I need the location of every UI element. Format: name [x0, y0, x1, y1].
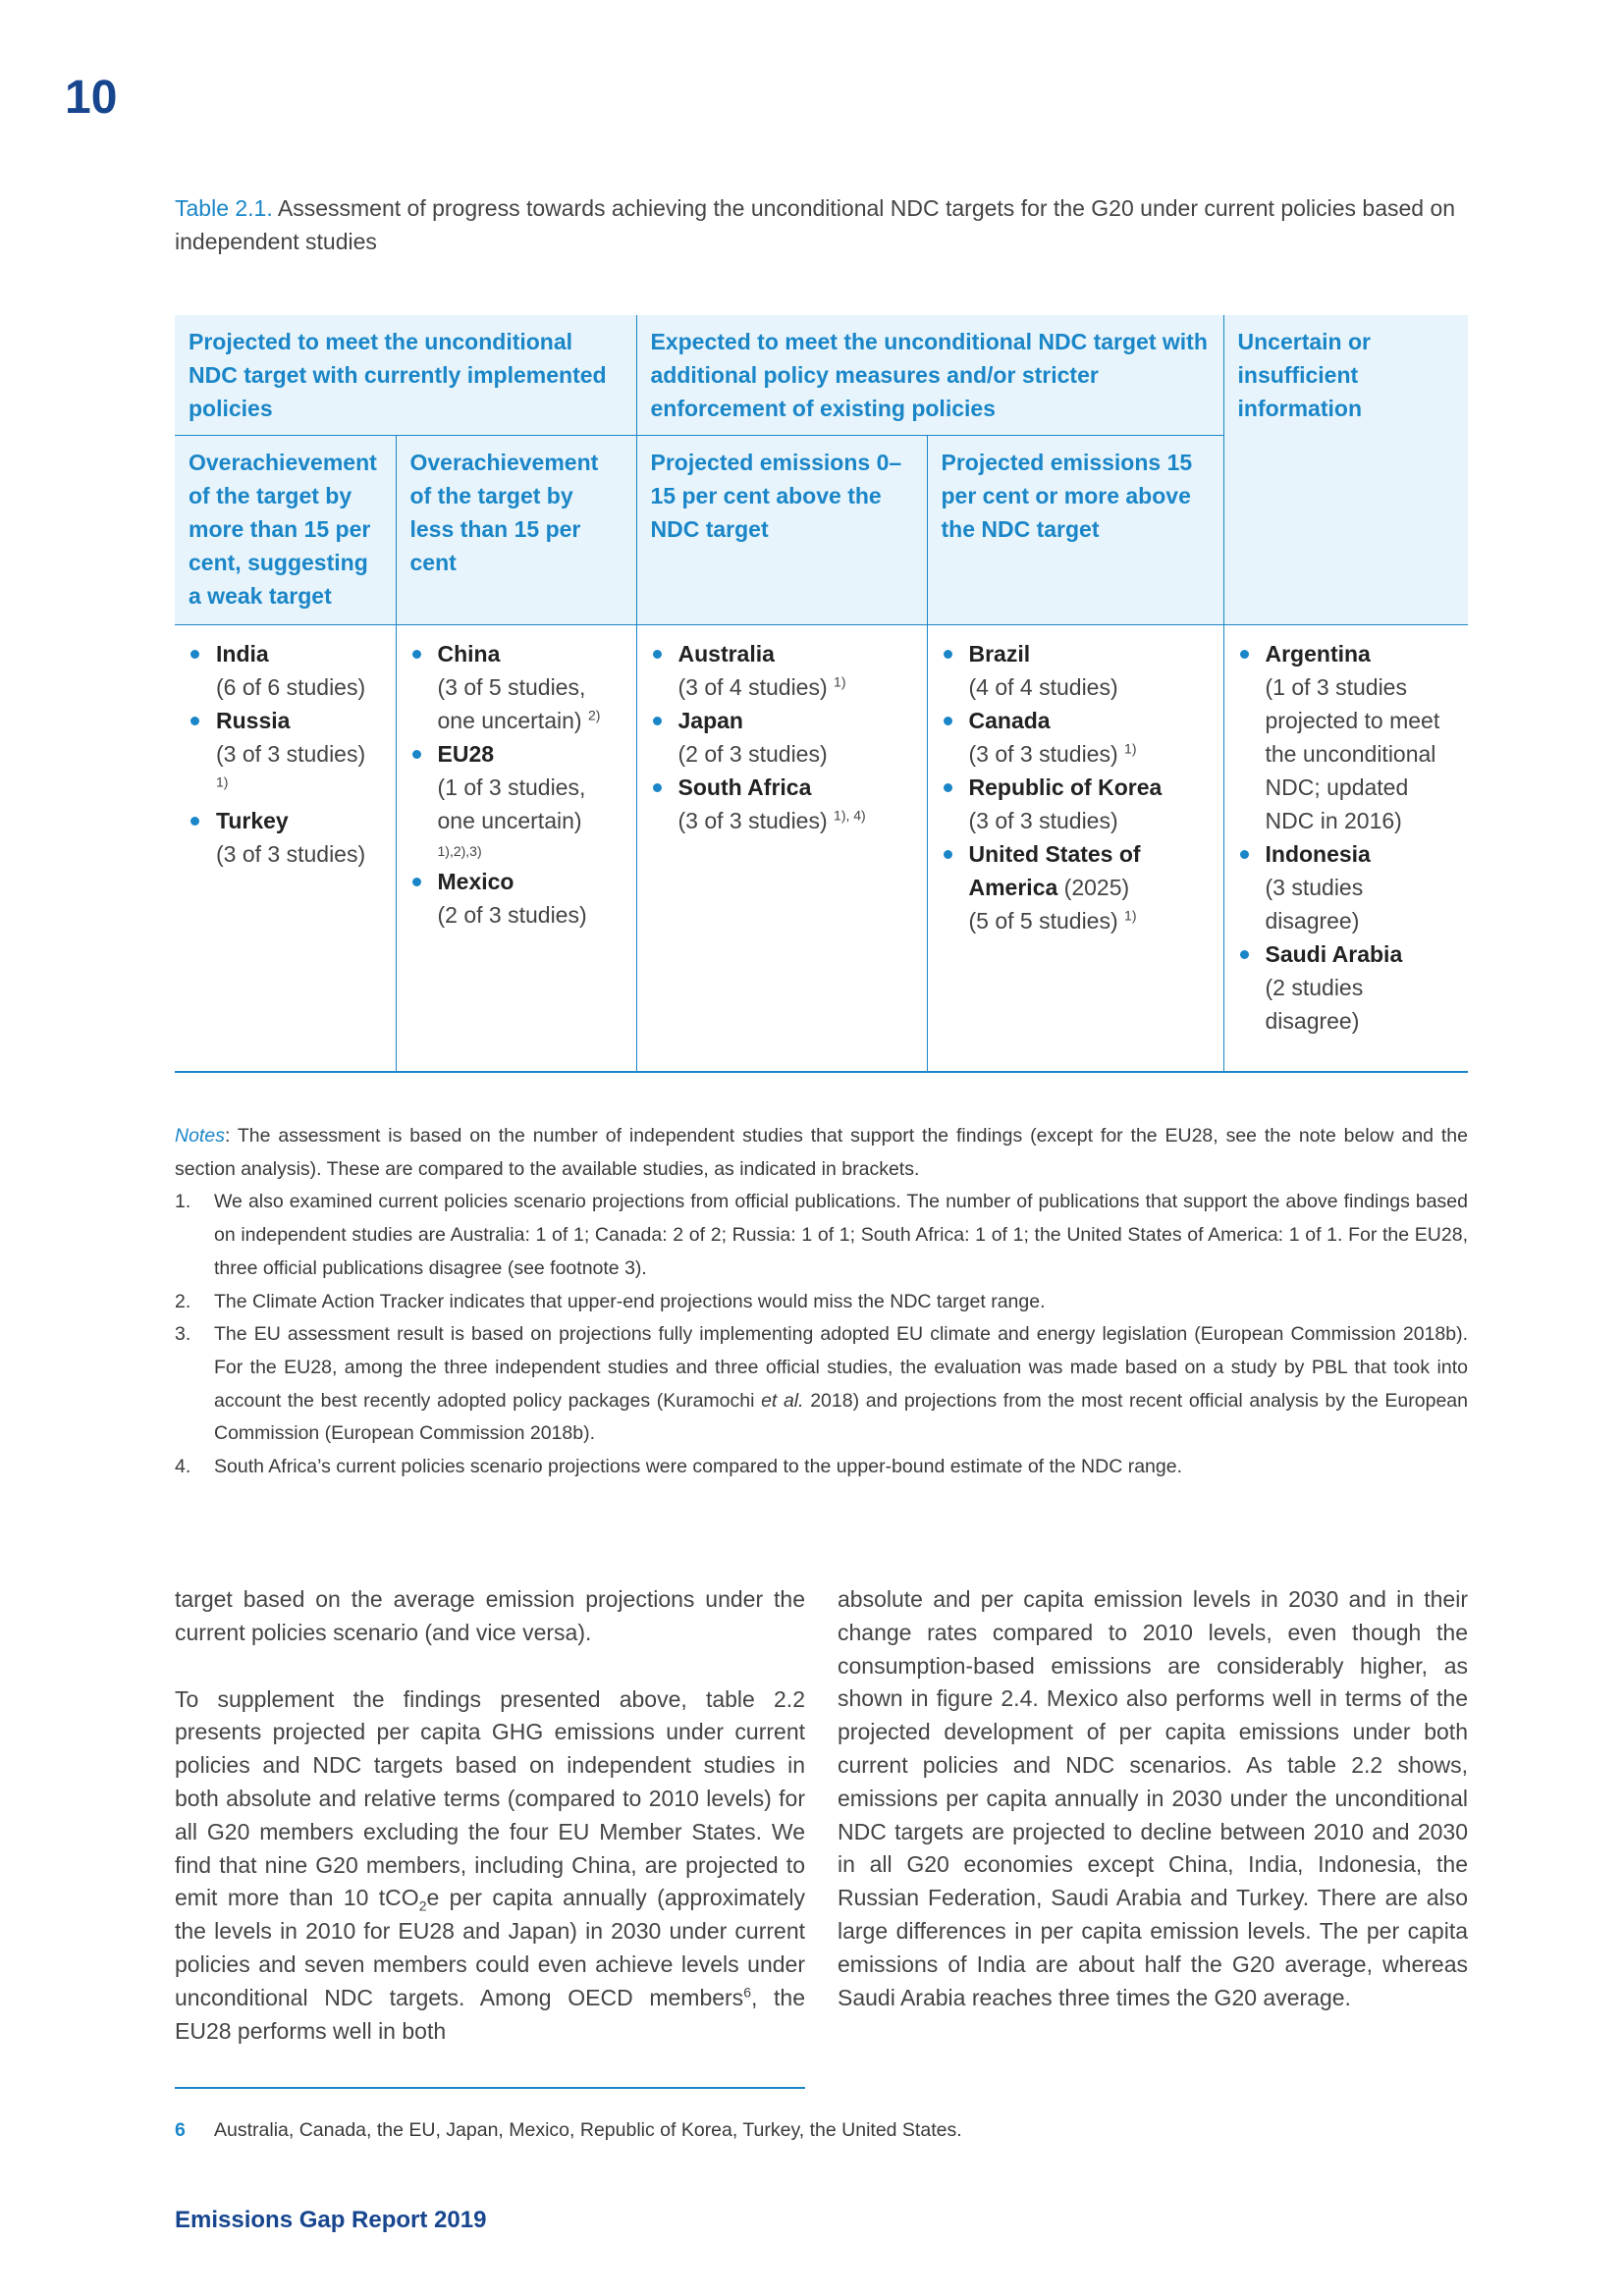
footnote-divider: [175, 2087, 805, 2089]
country-studies: (3 of 3 studies): [677, 808, 828, 833]
page-footnote: [175, 2116, 962, 2144]
country-studies: (3 of 5 studies, one uncertain): [437, 674, 586, 733]
country-studies: (3 of 4 studies): [677, 674, 828, 700]
group-header-projected: Projected to meet the unconditional NDC target with currently implemented policies: [175, 315, 636, 436]
country-name: Japan: [677, 708, 743, 733]
country-name: Republic of Korea: [968, 774, 1163, 800]
list-item: [1238, 637, 1455, 837]
country-name: [969, 837, 1210, 904]
country-name: India: [216, 641, 269, 667]
country-studies: (2 of 3 studies): [677, 741, 828, 767]
footnote-ref: 1),2),3): [437, 843, 482, 859]
footnote-number: 6: [175, 2119, 186, 2141]
note-number: 2.: [175, 1290, 191, 1312]
notes-label: Notes: [175, 1125, 225, 1147]
column-overachieve-less: [396, 625, 636, 1072]
sub-header-overachieve-more: Overachievement of the target by more than 15 per cent, suggesting a weak target: [175, 436, 396, 625]
country-studies: (2 of 3 studies): [437, 902, 587, 928]
country-name: Turkey: [216, 808, 289, 833]
list-item: [410, 865, 623, 932]
list-item: [410, 637, 623, 737]
list-item: [1238, 837, 1455, 937]
footnote-ref: 1): [216, 774, 229, 790]
country-name: Russia: [216, 708, 291, 733]
country-name: Indonesia: [1265, 841, 1371, 867]
list-item: [410, 737, 623, 865]
list-item: [1238, 937, 1455, 1038]
country-year: (2025): [1063, 875, 1130, 900]
country-name: Mexico: [437, 869, 514, 894]
sub-header-overachieve-less: Overachievement of the target by less than 15 per cent: [396, 436, 636, 625]
note-number: 4.: [175, 1456, 191, 1478]
note-item: [175, 1451, 1468, 1484]
body-text: , the EU28 performs well in both: [175, 1984, 805, 2044]
footnote-ref: 6: [743, 1984, 751, 2001]
list-item: [189, 804, 382, 871]
country-name: South Africa: [677, 774, 812, 800]
group-header-expected: Expected to meet the unconditional NDC target with additional policy measures and/or stricter enforcement of existing policies: [636, 315, 1223, 436]
column-15-plus-above: [927, 625, 1223, 1072]
country-name: Canada: [968, 708, 1051, 733]
body-column-left: [175, 1583, 805, 2048]
sub-header-15-plus-above: Projected emissions 15 per cent or more above the NDC target: [927, 436, 1223, 625]
country-studies: (3 of 3 studies): [968, 808, 1118, 833]
body-paragraph: [175, 1683, 805, 2049]
footnote-ref: 2): [587, 707, 601, 723]
country-studies: (1 of 3 studies, one uncertain): [437, 774, 586, 833]
country-studies: (1 of 3 studies projected to meet the unconditional NDC; updated NDC in 2016): [1265, 674, 1440, 833]
country-name-text: United States of America: [968, 841, 1141, 900]
note-number: 1.: [175, 1191, 191, 1213]
group-header-uncertain: Uncertain or insufficient information: [1223, 315, 1468, 625]
table-caption: [175, 191, 1468, 258]
country-studies: (6 of 6 studies): [216, 674, 366, 700]
country-studies: (3 of 3 studies): [216, 741, 366, 767]
footnote-ref: 1): [1124, 907, 1137, 924]
list-item: [651, 637, 913, 704]
list-item: [942, 771, 1210, 837]
sub-header-0-15-above: Projected emissions 0–15 per cent above the NDC target: [636, 436, 927, 625]
note-text: 2018) and projections from the most recent official analysis by the European Commission (European Commission 2018b).: [214, 1389, 1468, 1445]
list-item: [651, 771, 913, 837]
notes-intro-text: : The assessment is based on the number of independent studies that support the findings (except for the EU28, see the note below and the section analysis). These are compared to the available studies, as indicated in brackets.: [175, 1125, 1468, 1180]
country-studies: (4 of 4 studies): [968, 674, 1118, 700]
note-number: 3.: [175, 1323, 191, 1346]
assessment-table: [175, 315, 1468, 1073]
footnote-ref: 1), 4): [834, 807, 866, 824]
country-studies: (5 of 5 studies): [968, 908, 1118, 934]
note-item: [175, 1186, 1468, 1285]
country-name: Australia: [677, 641, 775, 667]
note-item: [175, 1286, 1468, 1319]
list-item: [189, 637, 382, 704]
column-overachieve-more: [175, 625, 396, 1072]
page-number: 10: [65, 72, 118, 124]
country-studies: (3 of 3 studies): [968, 741, 1118, 767]
country-name: China: [437, 641, 501, 667]
note-text: South Africa’s current policies scenario projections were compared to the upper-bound estimate of the NDC range.: [214, 1456, 1182, 1478]
country-name: Brazil: [968, 641, 1031, 667]
report-footer-title: Emissions Gap Report 2019: [175, 2207, 487, 2233]
country-name: Argentina: [1265, 641, 1371, 667]
table-caption-text: Assessment of progress towards achieving the unconditional NDC targets for the G20 under current policies based on independent studies: [175, 195, 1456, 254]
body-paragraph: target based on the average emission projections under the current policies scenario (and vice versa).: [175, 1586, 805, 1645]
body-paragraph: absolute and per capita emission levels in 2030 and in their change rates compared to 2010 levels, even though the consumption-based emissions are considerably higher, as shown in figure 2.4. Mexico also performs well in terms of the projected development of per capita emissions under both current policies and NDC scenarios. As table 2.2 shows, emissions per capita annually in 2030 under the unconditional NDC targets are projected to decline between 2010 and 2030 in all G20 economies except China, India, Indonesia, the Russian Federation, Saudi Arabia and Turkey. There are also large differences in per capita emission levels. The per capita emissions of India are about half the G20 average, whereas Saudi Arabia reaches three times the G20 average.: [838, 1586, 1468, 2010]
country-name: EU28: [437, 741, 495, 767]
subscript: 2: [418, 1897, 427, 1914]
list-item: [651, 704, 913, 771]
list-item: [942, 837, 1210, 937]
body-text: To supplement the findings presented above, table 2.2 presents projected per capita GHG emissions under current policies and NDC targets based on independent studies in both absolute and relative terms (compared to 2010 levels) for all G20 members excluding the four EU Member States. We find that nine G20 members, including China, are projected to emit more than 10 tCO: [175, 1685, 805, 1911]
country-name: Saudi Arabia: [1265, 941, 1403, 967]
table-caption-label: Table 2.1.: [175, 195, 273, 221]
note-text: The EU assessment result is based on projections fully implementing adopted EU climate and energy legislation (European Commission 2018b). For the EU28, among the three independent studies and three official studies, the evaluation was made based on a study by PBL that took into account the best recently adopted policy packages (Kuramochi: [214, 1323, 1468, 1412]
country-studies: (3 studies disagree): [1265, 875, 1364, 934]
note-text-italic: et al.: [761, 1389, 804, 1412]
footnote-text: Australia, Canada, the EU, Japan, Mexico, Republic of Korea, Turkey, the United States.: [214, 2119, 962, 2141]
footnote-ref: 1): [834, 673, 846, 690]
list-item: [942, 637, 1210, 704]
list-item: [189, 704, 382, 804]
column-0-15-above: [636, 625, 927, 1072]
country-studies: (2 studies disagree): [1265, 975, 1364, 1034]
list-item: [942, 704, 1210, 771]
body-text: e per capita annually (approximately the levels in 2010 for EU28 and Japan) in 2030 under current policies and seven members could even achieve levels under unconditional NDC targets. Among OECD members: [175, 1885, 805, 2010]
footnote-ref: 1): [1124, 740, 1137, 757]
note-text: We also examined current policies scenario projections from official publications. The number of publications that support the above findings based on independent studies are Australia: 1 of 1; Canada: 2 of 2; Russia: 1 of 1; South Africa: 1 of 1; the United States of America: 1 of 1. For the EU28, three official publications disagree (see footnote 3).: [214, 1191, 1468, 1279]
table-notes: [175, 1120, 1468, 1484]
body-column-right: [838, 1583, 1468, 2014]
note-text: The Climate Action Tracker indicates that upper-end projections would miss the NDC target range.: [214, 1290, 1046, 1312]
country-studies: (3 of 3 studies): [216, 841, 366, 867]
notes-intro: [175, 1120, 1468, 1186]
note-item: [175, 1318, 1468, 1451]
column-uncertain: [1223, 625, 1468, 1072]
